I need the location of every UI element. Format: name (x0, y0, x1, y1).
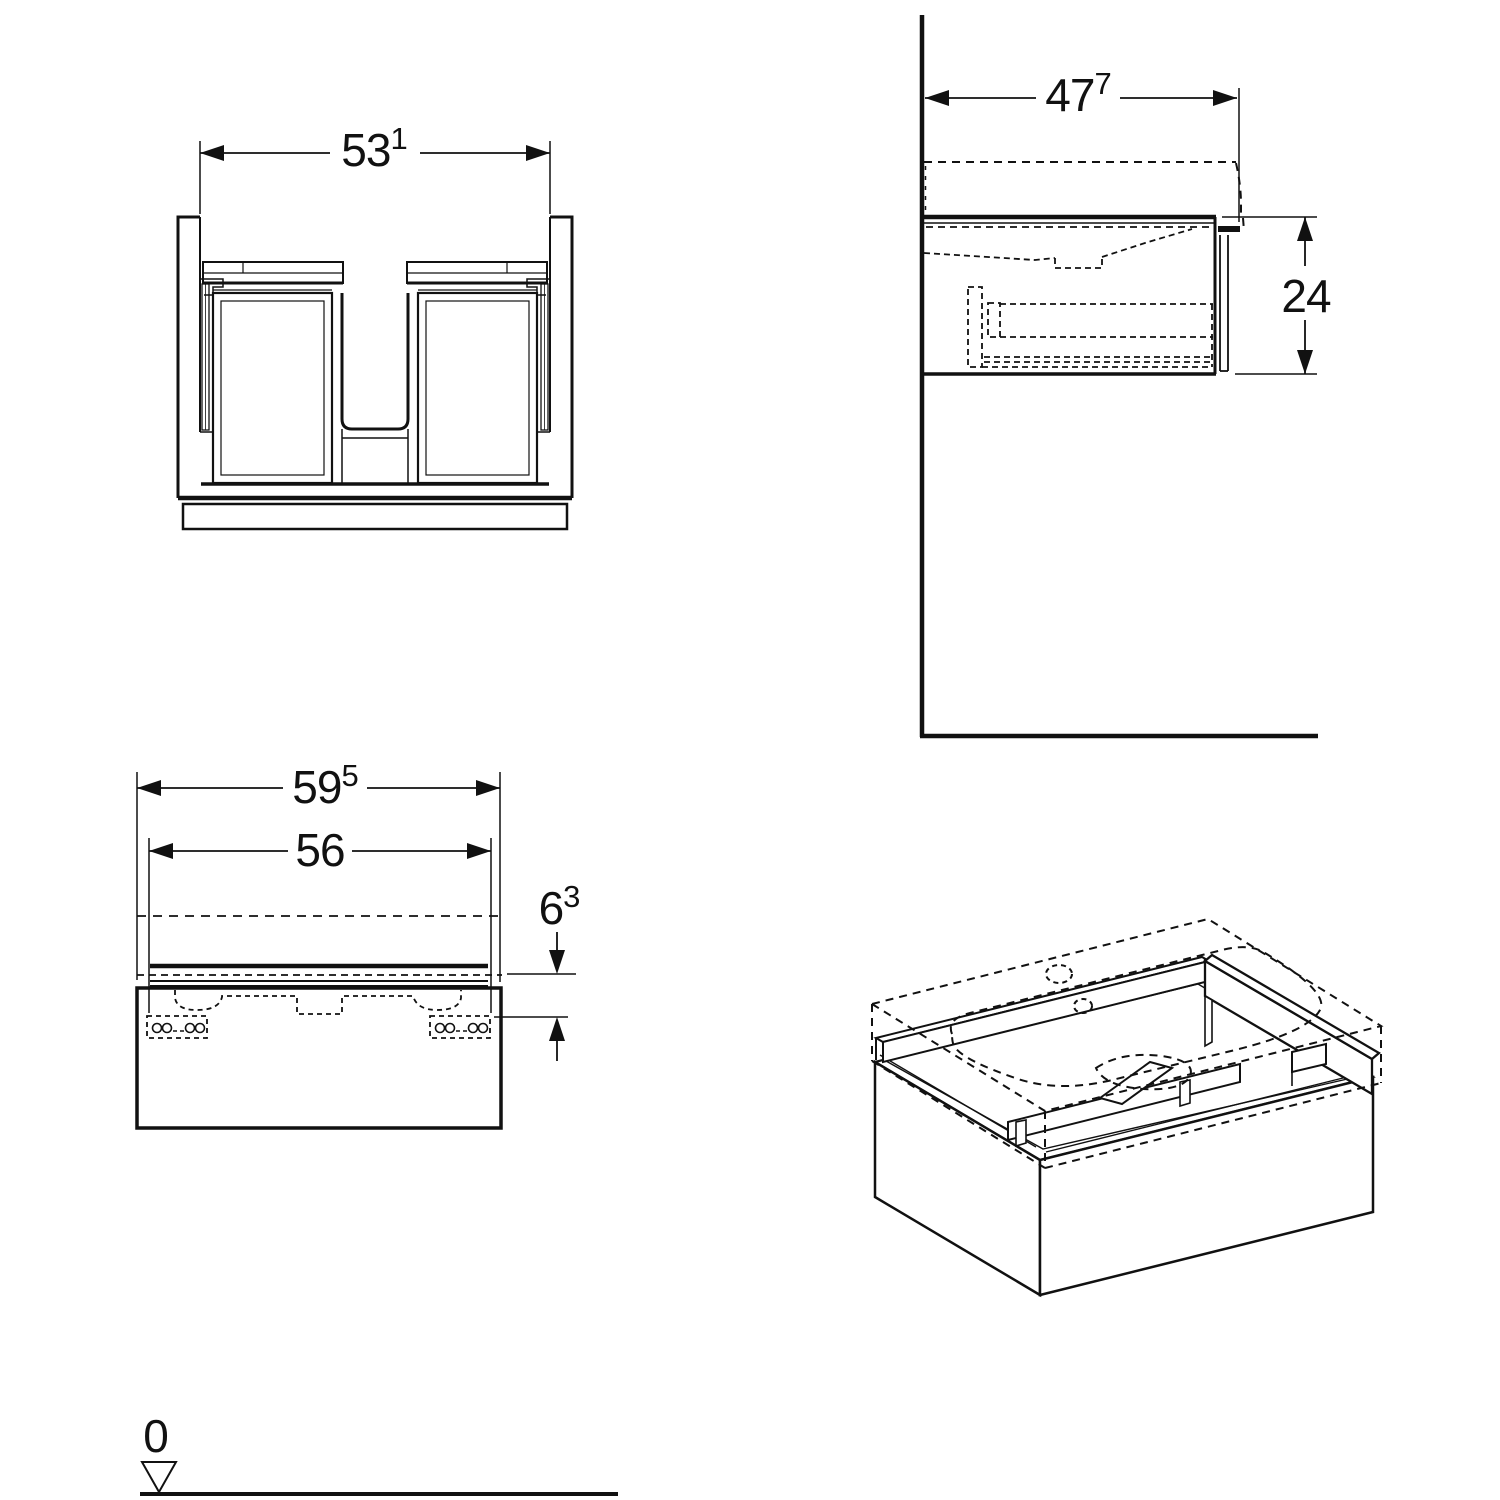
dimension-depth (925, 66, 1239, 222)
cabinet-bottom-outline (178, 217, 572, 529)
view-front (137, 758, 579, 1128)
dimension-height (1222, 217, 1331, 374)
left-side-panel (178, 217, 200, 498)
top-frame (137, 966, 502, 986)
arrowhead-down-icon (549, 950, 565, 974)
dim-label: 56 (295, 824, 345, 876)
datum-triangle-icon (142, 1462, 176, 1492)
washbasin-dashed-profile (924, 162, 1244, 231)
arrowhead-left-icon (925, 90, 949, 106)
view-isometric (872, 919, 1381, 1295)
datum-level (140, 1410, 618, 1494)
left-drawer-box (213, 293, 332, 483)
right-side-panel (550, 217, 572, 498)
arrowhead-right-icon (476, 780, 500, 796)
right-panel-step (537, 432, 550, 452)
arrowhead-left-icon (149, 843, 173, 859)
mounting-bracket-right (430, 1016, 490, 1038)
arrowhead-up-icon (1297, 217, 1313, 241)
drawer-post (1016, 1120, 1026, 1146)
arrowhead-up-icon (549, 1017, 565, 1041)
siphon-channel (342, 293, 408, 429)
view-cabinet-bottom (178, 121, 572, 529)
dimension-top-offset (494, 879, 579, 1061)
basin-underside-hidden-line (175, 990, 461, 1014)
mounting-bracket-left (147, 1016, 207, 1038)
right-drawer-box (418, 293, 537, 483)
basin-bowl-hidden-line (924, 229, 1192, 268)
dim-label: $53^1$ (341, 121, 407, 176)
dim-label: 24 (1281, 270, 1331, 322)
drawer-front-edge-left (203, 262, 343, 290)
cabinet-side-outline (922, 217, 1240, 374)
dimension-inner-width (200, 121, 550, 214)
tap-hole (1046, 965, 1072, 983)
drawer-front-edge-right (407, 262, 547, 290)
arrowhead-right-icon (526, 145, 550, 161)
datum-label: 0 (143, 1410, 169, 1462)
arrowhead-left-icon (200, 145, 224, 161)
drawer-hidden-lines (924, 229, 1213, 367)
arrowhead-right-icon (467, 843, 491, 859)
view-side-section (920, 15, 1331, 737)
dimension-body-width (149, 824, 491, 1013)
dim-label: $47^7$ (1045, 66, 1111, 121)
drawer-post (1180, 1080, 1190, 1106)
arrowhead-right-icon (1213, 90, 1237, 106)
dim-label: $59^5$ (292, 758, 358, 813)
plinth (183, 504, 567, 529)
left-panel-step (200, 432, 213, 452)
arrowhead-down-icon (1297, 350, 1313, 374)
basin-front-rim (1218, 226, 1240, 232)
arrowhead-left-icon (137, 780, 161, 796)
dim-label: $6^3$ (538, 879, 580, 934)
